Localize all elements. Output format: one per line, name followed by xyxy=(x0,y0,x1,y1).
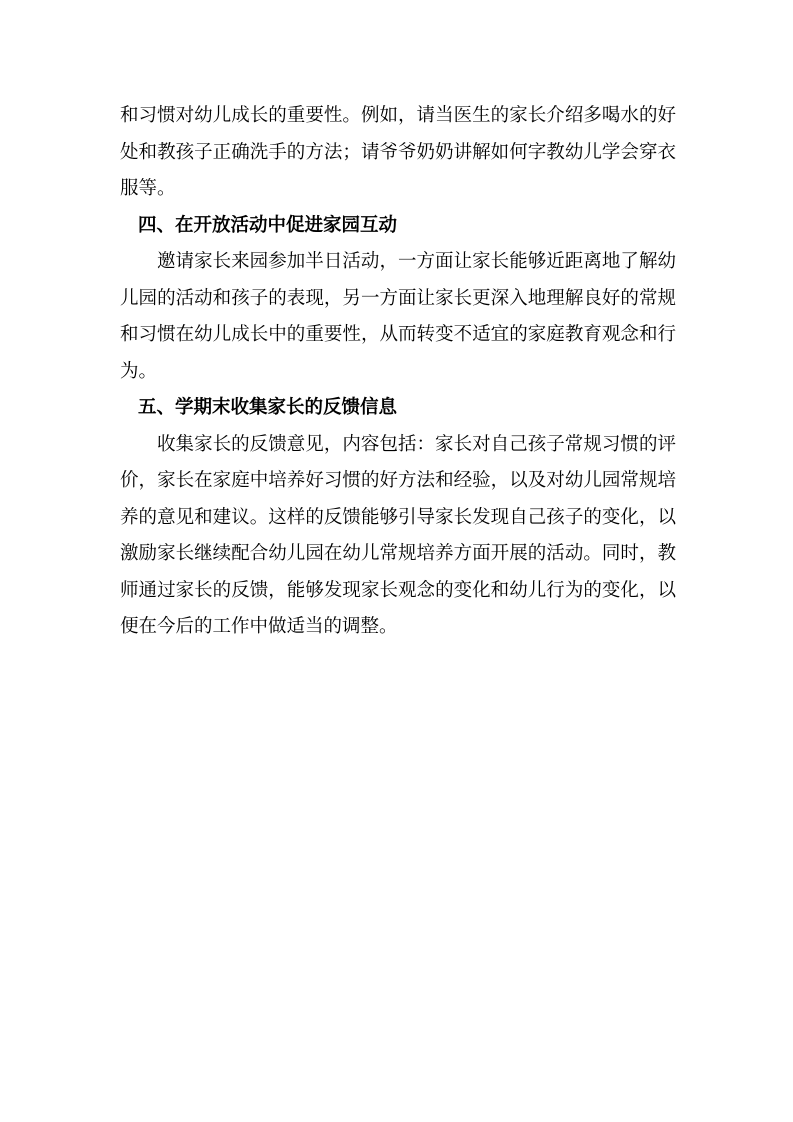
paragraph-continued: 和习惯对幼儿成长的重要性。例如，请当医生的家长介绍多喝水的好处和教孩子正确洗手的方法；请爷爷奶奶讲解如何字教幼儿学会穿衣服等。 xyxy=(120,105,676,199)
document-body xyxy=(120,98,676,646)
section-heading-5: 五、学期末收集家长的反馈信息 xyxy=(138,397,398,418)
paragraph-section-4: 邀请家长来园参加半日活动，一方面让家长能够近距离地了解幼儿园的活动和孩子的表现，另一方面让家长更深入地理解良好的常规和习惯在幼儿成长中的重要性，从而转变不适宜的家庭教育观念和行为。 xyxy=(120,251,676,382)
section-heading-4: 四、在开放活动中促进家园互动 xyxy=(138,214,398,236)
paragraph-section-5: 收集家长的反馈意见，内容包括：家长对自己孩子常规习惯的评价，家长在家庭中培养好习惯的好方法和经验，以及对幼儿园常规培养的意见和建议。这样的反馈能够引导家长发现自己孩子的变化，以激励家长继续配合幼儿园在幼儿常规培养方面开展的活动。同时，教师通过家长的反馈，能够发现家长观念的变化和幼儿行为的变化，以便在今后的工作中做适当的调整。 xyxy=(120,433,676,637)
